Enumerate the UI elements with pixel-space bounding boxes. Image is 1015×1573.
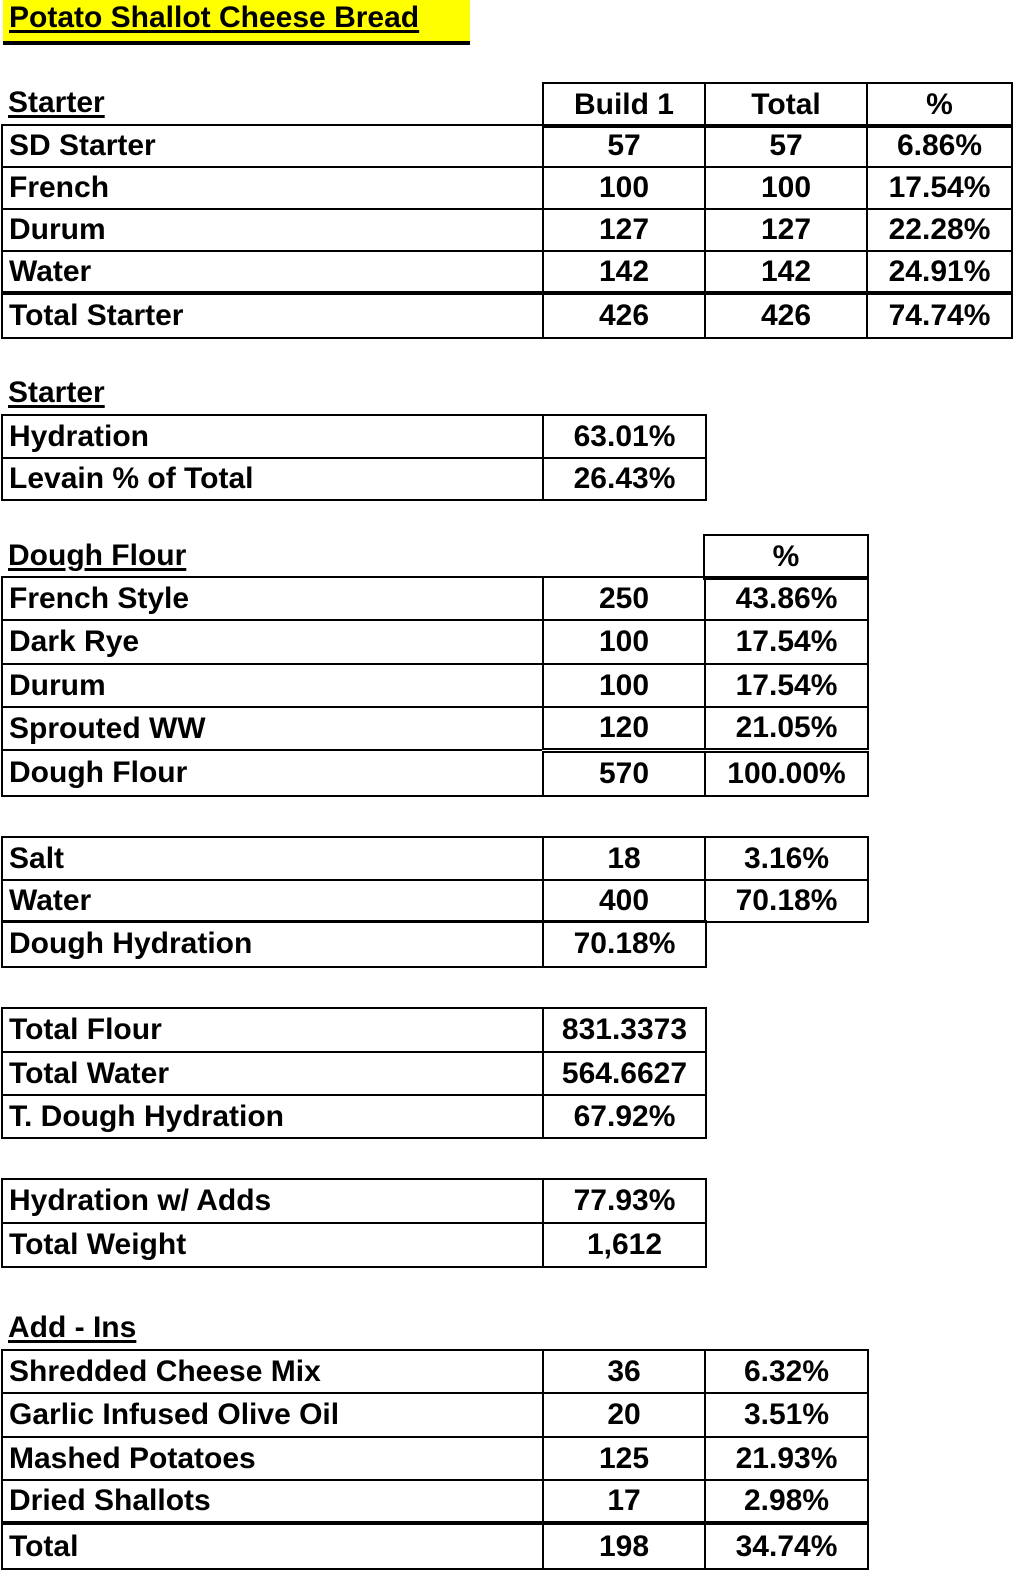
row-value: 125 <box>543 1437 705 1480</box>
column-header-total: Total <box>705 83 867 127</box>
row-value: 70.18% <box>543 921 706 967</box>
row-label: Durum <box>2 209 543 251</box>
row-label: Levain % of Total <box>2 458 543 500</box>
dough-flour-total-row <box>2 750 868 796</box>
column-header-pct: % <box>704 535 868 579</box>
build1-value: 100 <box>543 167 705 209</box>
row-value: 67.92% <box>543 1095 706 1138</box>
recipe-title <box>3 0 470 45</box>
table-row <box>2 125 1012 167</box>
pct-value: 21.05% <box>705 707 868 750</box>
table-row <box>2 1095 706 1138</box>
table-row <box>2 837 868 880</box>
pct-value: 3.51% <box>705 1393 868 1437</box>
table-row <box>2 1179 706 1223</box>
row-label: Dough Flour <box>2 750 543 796</box>
table-row <box>2 1008 706 1052</box>
build1-value: 142 <box>543 251 705 293</box>
pct-value: 43.86% <box>705 577 868 620</box>
row-value: 564.6627 <box>543 1052 706 1095</box>
row-value: 63.01% <box>543 415 706 458</box>
starter-header-table <box>542 82 1013 128</box>
table-row <box>2 209 1012 251</box>
pct-value: 22.28% <box>867 209 1012 251</box>
pct-value: 17.54% <box>705 620 868 664</box>
total-value: 127 <box>705 209 867 251</box>
row-value: 26.43% <box>543 458 706 500</box>
row-value: 1,612 <box>543 1223 706 1267</box>
pct-value: 6.86% <box>867 125 1012 167</box>
column-header-build1: Build 1 <box>543 83 705 127</box>
row-label: Hydration <box>2 415 543 458</box>
row-label: Sprouted WW <box>2 707 543 750</box>
row-label: Total Weight <box>2 1223 543 1267</box>
pct-value: 100.00% <box>705 750 868 796</box>
dough-hydration-table <box>1 920 707 968</box>
pct-value: 34.74% <box>705 1523 868 1569</box>
pct-value: 17.54% <box>867 167 1012 209</box>
pct-value: 2.98% <box>705 1480 868 1523</box>
row-label: Garlic Infused Olive Oil <box>2 1393 543 1437</box>
table-row <box>2 415 706 458</box>
column-header-pct: % <box>867 83 1012 127</box>
table-row <box>2 664 868 707</box>
build1-value: 127 <box>543 209 705 251</box>
table-row <box>2 880 868 922</box>
pct-value: 3.16% <box>705 837 868 880</box>
row-label: Salt <box>2 837 543 880</box>
row-label: Water <box>2 880 543 922</box>
row-value: 250 <box>543 577 705 620</box>
row-label: Total Starter <box>2 293 543 338</box>
row-label: Shredded Cheese Mix <box>2 1350 543 1393</box>
pct-value: 17.54% <box>705 664 868 707</box>
pct-value: 74.74% <box>867 293 1012 338</box>
table-row <box>2 251 1012 293</box>
totals-table <box>1 1007 707 1139</box>
table-row <box>2 921 706 967</box>
total-value: 100 <box>705 167 867 209</box>
total-value: 142 <box>705 251 867 293</box>
pct-value: 6.32% <box>705 1350 868 1393</box>
total-starter-row <box>2 293 1012 338</box>
row-label: Durum <box>2 664 543 707</box>
table-row <box>2 1393 868 1437</box>
starter-table <box>1 124 1013 339</box>
pct-value: 21.93% <box>705 1437 868 1480</box>
total-value: 57 <box>705 125 867 167</box>
table-row <box>2 707 868 750</box>
row-value: 198 <box>543 1523 705 1569</box>
add-ins-heading: Add - Ins <box>8 1311 137 1344</box>
row-value: 18 <box>543 837 705 880</box>
table-row <box>2 1480 868 1523</box>
table-row <box>2 577 868 620</box>
weights-table <box>1 1178 707 1268</box>
row-label: SD Starter <box>2 125 543 167</box>
row-value: 400 <box>543 880 705 922</box>
table-row <box>2 1052 706 1095</box>
starter-stats-heading: Starter <box>8 376 105 409</box>
add-ins-table <box>1 1349 869 1570</box>
row-label: Dried Shallots <box>2 1480 543 1523</box>
add-ins-total-row <box>2 1523 868 1569</box>
table-row <box>2 1223 706 1267</box>
starter-stats-table <box>1 414 707 501</box>
row-value: 120 <box>543 707 705 750</box>
starter-heading: Starter <box>8 86 105 119</box>
row-value: 20 <box>543 1393 705 1437</box>
pct-value: 70.18% <box>705 880 868 922</box>
row-label: Total <box>2 1523 543 1569</box>
table-row <box>2 1437 868 1480</box>
row-label: Mashed Potatoes <box>2 1437 543 1480</box>
row-value: 570 <box>543 750 705 796</box>
row-value: 17 <box>543 1480 705 1523</box>
row-value: 831.3373 <box>543 1008 706 1052</box>
row-value: 100 <box>543 620 705 664</box>
build1-value: 57 <box>543 125 705 167</box>
pct-value: 24.91% <box>867 251 1012 293</box>
row-label: T. Dough Hydration <box>2 1095 543 1138</box>
row-label: Total Water <box>2 1052 543 1095</box>
row-value: 100 <box>543 664 705 707</box>
row-value: 36 <box>543 1350 705 1393</box>
dough-flour-heading: Dough Flour <box>8 539 187 572</box>
row-label: French <box>2 167 543 209</box>
salt-water-table <box>1 836 869 923</box>
row-label: French Style <box>2 577 543 620</box>
total-value: 426 <box>705 293 867 338</box>
recipe-title-text: Potato Shallot Cheese Bread <box>9 1 420 34</box>
table-row <box>2 1350 868 1393</box>
table-row <box>2 620 868 664</box>
row-label: Water <box>2 251 543 293</box>
row-value: 77.93% <box>543 1179 706 1223</box>
dough-flour-pct-header <box>703 534 869 580</box>
table-row <box>2 167 1012 209</box>
row-label: Total Flour <box>2 1008 543 1052</box>
row-label: Dough Hydration <box>2 921 543 967</box>
row-label: Dark Rye <box>2 620 543 664</box>
dough-flour-table <box>1 576 869 797</box>
build1-value: 426 <box>543 293 705 338</box>
table-row <box>2 458 706 500</box>
row-label: Hydration w/ Adds <box>2 1179 543 1223</box>
